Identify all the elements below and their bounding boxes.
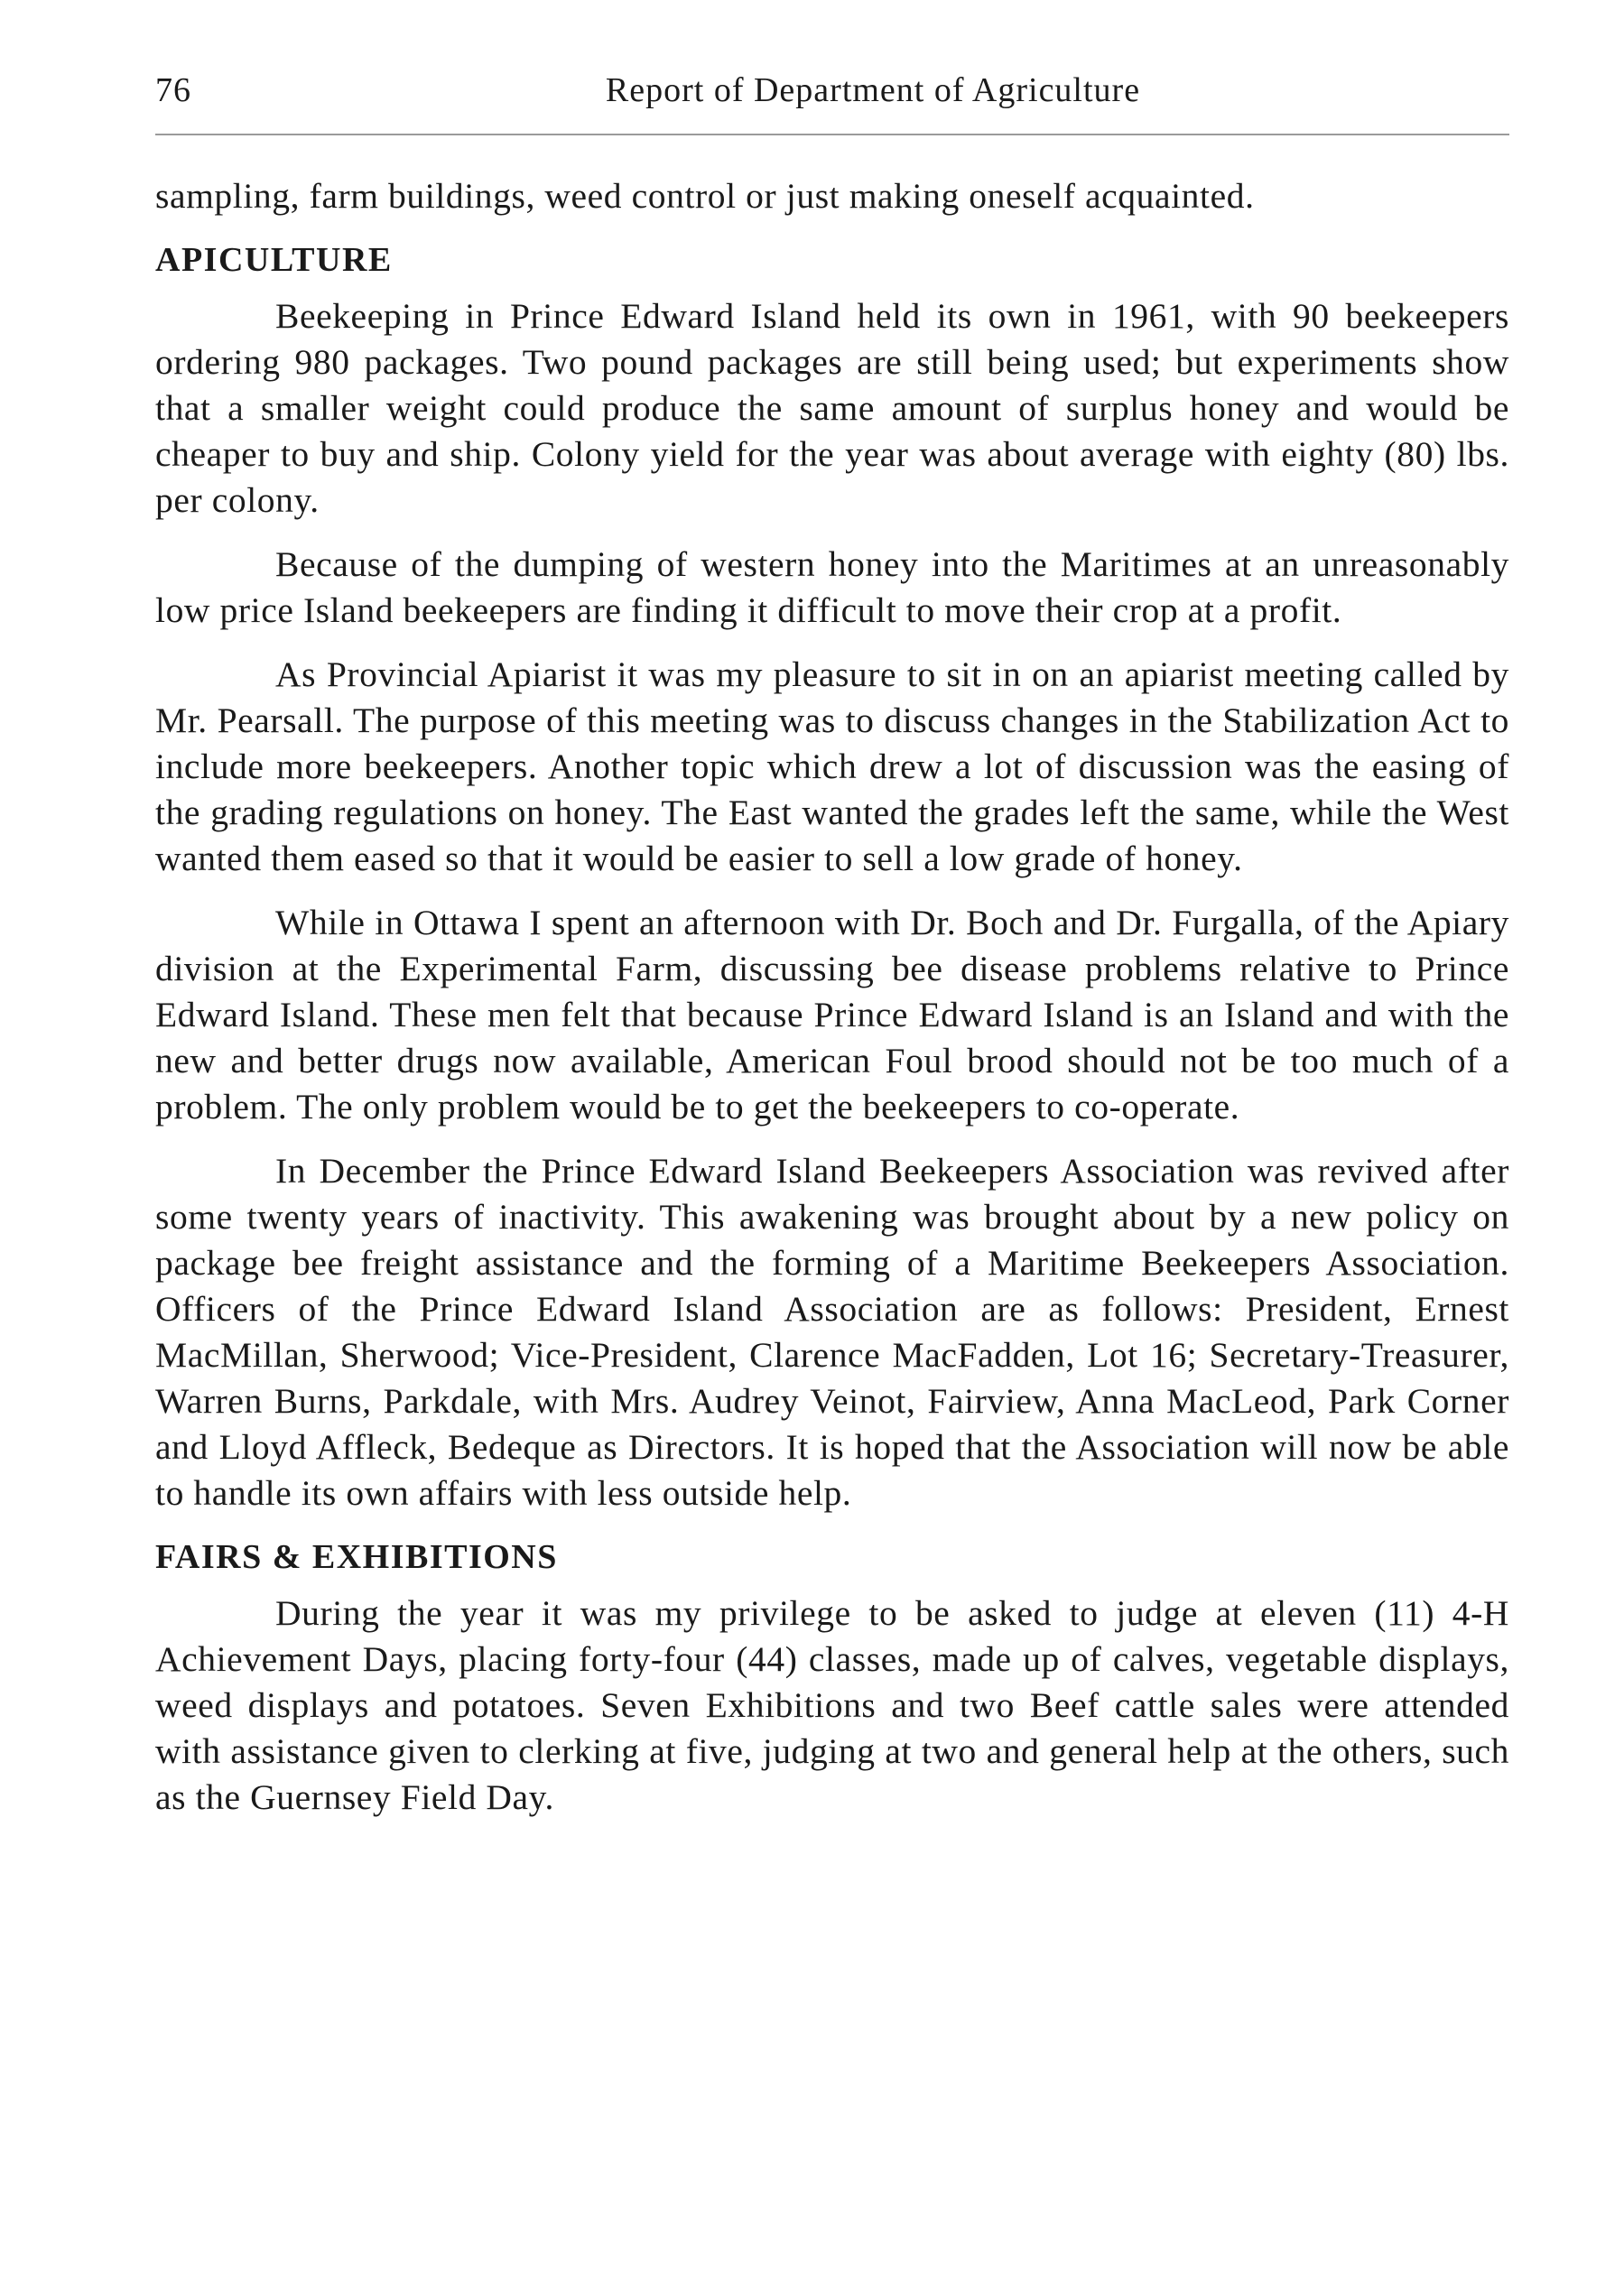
apiculture-paragraph-3: As Provincial Apiarist it was my pleasure to sit in on an apiarist meeting called by Mr. Pearsall. The purpose of this meeting was to discuss changes in the Stabilization Act to include more beekeepers. Another topic which drew a lot of discussion was the easing of the grading regulations on honey. The East wanted the grades left the same, while the West wanted them eased so that it would be easier to sell a low grade of honey. bbox=[155, 654, 1509, 878]
continuation-paragraph: sampling, farm buildings, weed control or just making oneself acquainted. bbox=[155, 176, 1255, 216]
header-rule bbox=[155, 134, 1509, 135]
apiculture-paragraph-5: In December the Prince Edward Island Beekeepers Association was revived after some twenty years of inactivity. This awakening was brought about by a new policy on package bee freight assistance and the forming of a Maritime Beekeepers Association. Officers of the Prince Edward Island Association are as follows: President, Ernest MacMillan, Sherwood; Vice-President, Clarence MacFadden, Lot 16; Secretary-Treasurer, Warren Burns, Parkdale, with Mrs. Audrey Veinot, Fairview, Anna MacLeod, Park Corner and Lloyd Affleck, Bedeque as Directors. It is hoped that the Association will now be able to handle its own affairs with less outside help. bbox=[155, 1151, 1509, 1513]
fairs-paragraph-1: During the year it was my privilege to be asked to judge at eleven (11) 4-H Achievement Days, placing forty-four (44) classes, made up of calves, vegetable displays, weed displays and potatoes. Seven Exhibitions and two Beef cattle sales were attended with assistance given to clerking at five, judging at two and general help at the others, such as the Guernsey Field Day. bbox=[155, 1593, 1509, 1817]
section-heading-apiculture: APICULTURE bbox=[155, 241, 393, 279]
page-number: 76 bbox=[155, 71, 191, 109]
running-title: Report of Department of Agriculture bbox=[605, 71, 1141, 109]
apiculture-paragraph-2: Because of the dumping of western honey into the Maritimes at an unreasonably low price Island beekeepers are finding it difficult to move their crop at a profit. bbox=[155, 544, 1509, 630]
apiculture-paragraph-1: Beekeeping in Prince Edward Island held its own in 1961, with 90 beekeepers ordering 980 packages. Two pound packages are still being used; but experiments show that a smaller weight could produce the same amount of surplus honey and would be cheaper to buy and ship. Colony yield for the year was about average with eighty (80) lbs. per colony. bbox=[155, 296, 1509, 520]
section-heading-fairs: FAIRS & EXHIBITIONS bbox=[155, 1538, 558, 1576]
running-header bbox=[155, 63, 1509, 117]
apiculture-paragraph-4: While in Ottawa I spent an afternoon with Dr. Boch and Dr. Furgalla, of the Apiary division at the Experimental Farm, discussing bee disease problems relative to Prince Edward Island. These men felt that because Prince Edward Island is an Island and with the new and better drugs now available, American Foul brood should not be too much of a problem. The only problem would be to get the beekeepers to co-operate. bbox=[155, 903, 1509, 1127]
document-page bbox=[155, 63, 1509, 1839]
